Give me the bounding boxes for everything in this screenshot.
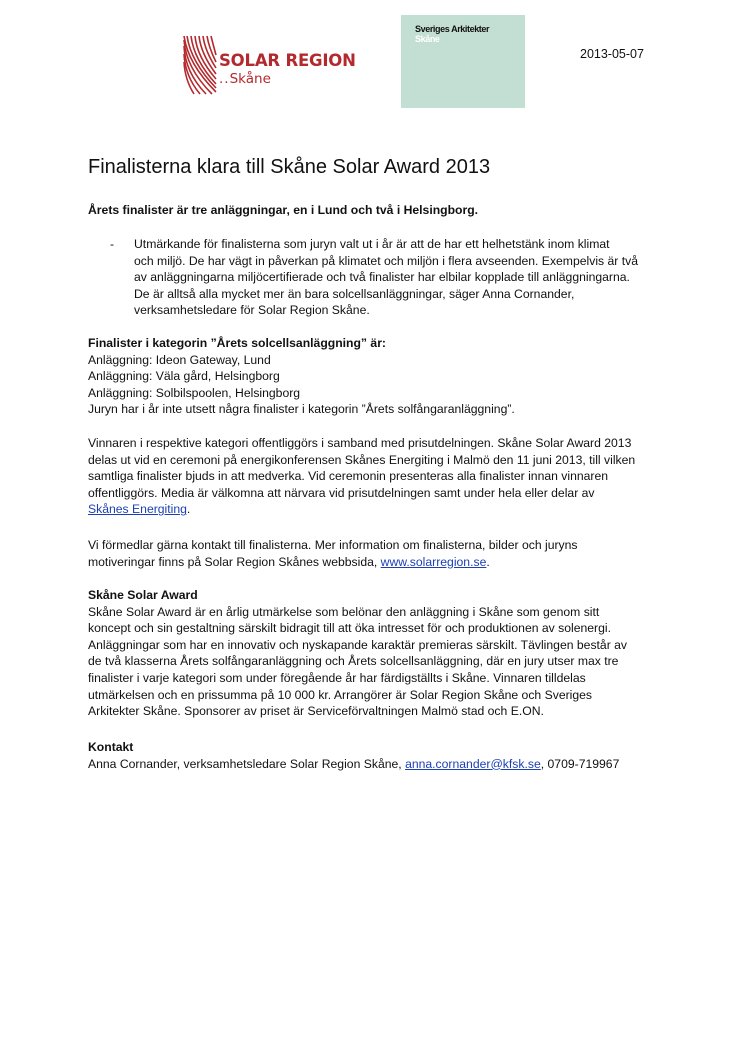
- paragraph-line: Vi förmedlar gärna kontakt till finalisterna. Mer information om finalisterna, bilder och juryns: [88, 538, 578, 552]
- paragraph-line: Arkitekter Skåne. Sponsorer av priset är Serviceförvaltningen Malmö stad och E.ON.: [88, 704, 544, 719]
- contact-line: Anna Cornander, verksamhetsledare Solar Region Skåne, anna.cornander@kfsk.se, 0709-719967: [88, 756, 620, 771]
- solar-region-logo: [182, 34, 372, 96]
- bullet-line: Utmärkande för finalisterna som juryn valt ut i år är att de har ett helhetstänk inom klimat: [134, 237, 610, 251]
- paragraph-line: motiveringar finns på Solar Region Skånes webbsida, www.solarregion.se.: [88, 554, 490, 569]
- finalists-section: [88, 335, 668, 418]
- lead-paragraph: Årets finalister är tre anläggningar, en i Lund och två i Helsingborg.: [88, 203, 479, 217]
- finalist-item: Anläggning: Väla gård, Helsingborg: [88, 369, 280, 384]
- paragraph-line: koncept och sin gestaltning särskilt bidragit till att öka intresset för och produktionen av solenergi.: [88, 621, 611, 636]
- bullet-marker: -: [110, 237, 115, 251]
- paragraph-line: samtliga finalister bjuds in att medverka. Vid ceremonin presenteras alla finalister innan vinnaren: [88, 469, 609, 484]
- award-heading: Skåne Solar Award: [88, 588, 198, 602]
- paragraph-line: Anläggningar som har en innovativ och nyskapande karaktär premieras särskilt. Tävlingen består av: [88, 637, 628, 652]
- paragraph-line: utmärkelsen och en prissumma på 10 000 kr. Arrangörer är Solar Region Skåne och Sveriges: [88, 687, 593, 702]
- contact-heading: Kontakt: [88, 740, 134, 754]
- contact-section: [88, 739, 668, 772]
- finalist-item: Anläggning: Ideon Gateway, Lund: [88, 352, 271, 367]
- info-paragraph: [88, 537, 668, 570]
- solar-rays-icon: [182, 34, 218, 96]
- logo-title: SOLAR REGION: [219, 51, 356, 70]
- winner-paragraph: [88, 435, 668, 518]
- paragraph-line: finalister i varje kategori som under föregående år har färdigställts i Skåne. Vinnaren tilldelas: [88, 670, 586, 685]
- bullet-line: av anläggningarna miljöcertifierade och två finalister har elbilar kopplade till anläggningarna.: [134, 270, 630, 285]
- energiting-link[interactable]: Skånes Energiting: [88, 502, 187, 517]
- sa-logo-line2: Skåne: [415, 34, 440, 44]
- finalists-note: Juryn har i år inte utsett några finalister i kategorin ”Årets solfångaranläggning”.: [88, 402, 515, 417]
- document-date: 2013-05-07: [580, 47, 644, 61]
- award-section: [88, 587, 668, 720]
- paragraph-line: Skåne Solar Award är en årlig utmärkelse som belönar den anläggning i Skåne som genom sitt: [88, 604, 600, 619]
- finalist-item: Anläggning: Solbilspoolen, Helsingborg: [88, 385, 301, 400]
- logo-subtitle: ..Skåne: [219, 71, 271, 87]
- finalists-heading: Finalister i kategorin ”Årets solcellsanläggning” är:: [88, 336, 386, 350]
- sa-logo-line1: Sveriges Arkitekter: [415, 24, 490, 34]
- bullet-line: verksamhetsledare för Solar Region Skåne.: [134, 303, 370, 318]
- sveriges-arkitekter-logo: [401, 15, 525, 108]
- paragraph-line: de två klasserna Årets solfångaranläggning och Årets solcellsanläggning, där en jury utser max tre: [88, 654, 619, 669]
- bullet-line: och miljö. De har vägt in påverkan på klimatet och miljön i flera avseenden. Exempelvis är två: [134, 253, 638, 268]
- page-title: Finalisterna klara till Skåne Solar Award 2013: [88, 156, 491, 178]
- email-link[interactable]: anna.cornander@kfsk.se: [405, 756, 541, 771]
- bullet-line: De är alltså alla mycket mer än bara solcellsanläggningar, säger Anna Cornander,: [134, 286, 575, 301]
- paragraph-line: delas ut vid en ceremoni på energikonferensen Skånes Energiting i Malmö den 11 juni 2013, till vilken: [88, 452, 636, 467]
- paragraph-line: Skånes Energiting.: [88, 502, 191, 517]
- paragraph-line: offentliggörs. Media är välkomna att närvara vid prisutdelningen samt under hela eller delar av: [88, 485, 595, 500]
- solarregion-link[interactable]: www.solarregion.se: [380, 554, 487, 569]
- paragraph-line: Vinnaren i respektive kategori offentliggörs i samband med prisutdelningen. Skåne Solar Award 2013: [88, 436, 632, 450]
